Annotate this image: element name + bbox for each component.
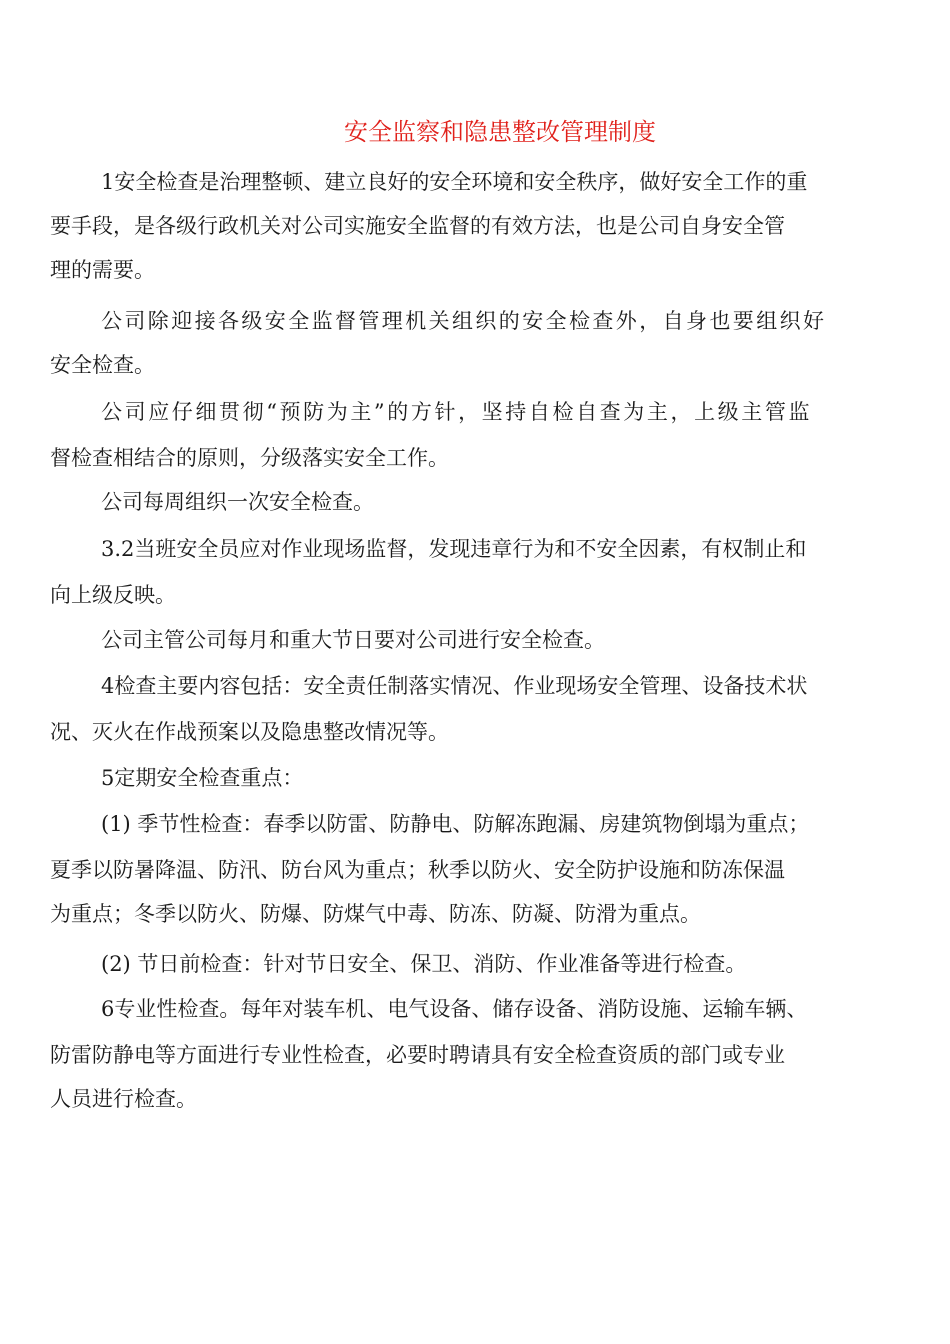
- paragraph-line: 公司每周组织一次安全检查。: [101, 490, 374, 514]
- paragraph-10: [101, 942, 746, 986]
- paragraph-7: [101, 664, 807, 708]
- paragraph-line: 向上级反映。: [50, 583, 176, 607]
- paragraph-line: 公司应仔细贯彻“预防为主”的方针，坚持自检自查为主，上级主管监: [101, 400, 813, 424]
- paragraph-line: 5定期安全检查重点：: [101, 766, 304, 790]
- paragraph-line: 夏季以防暑降温、防汛、防台风为重点；秋季以防火、安全防护设施和防冻保温: [50, 858, 785, 882]
- paragraph-2: [101, 299, 826, 343]
- paragraph-line: (2) 节日前检查：针对节日安全、保卫、消防、作业准备等进行检查。: [101, 952, 747, 976]
- paragraph-3-cont: [50, 436, 449, 480]
- paragraph-line: 安全检查。: [50, 353, 155, 377]
- paragraph-4: [101, 480, 374, 524]
- paragraph-line: 公司主管公司每月和重大节日要对公司进行安全检查。: [101, 628, 605, 652]
- paragraph-6: [101, 618, 605, 662]
- paragraph-2-cont: [50, 343, 155, 387]
- paragraph-9: [101, 802, 809, 846]
- paragraph-line: (1) 季节性检查：春季以防雷、防静电、防解冻跑漏、房建筑物倒塌为重点；: [101, 812, 810, 836]
- paragraph-5-cont: [50, 573, 176, 617]
- paragraph-3: [101, 390, 812, 434]
- paragraph-line: 公司除迎接各级安全监督管理机关组织的安全检查外，自身也要组织好: [101, 309, 827, 333]
- paragraph-line: 况、灭火在作战预案以及隐患整改情况等。: [50, 720, 449, 744]
- paragraph-11: [101, 987, 807, 1031]
- paragraph-7-cont: [50, 710, 449, 754]
- paragraph-9-cont: [50, 848, 785, 936]
- paragraph-line: 防雷防静电等方面进行专业性检查，必要时聘请具有安全检查资质的部门或专业: [50, 1043, 785, 1067]
- paragraph-line: 4检查主要内容包括：安全责任制落实情况、作业现场安全管理、设备技术状: [101, 674, 808, 698]
- paragraph-1: [101, 160, 807, 204]
- paragraph-line: 1安全检查是治理整顿、建立良好的安全环境和安全秩序，做好安全工作的重: [101, 170, 808, 194]
- paragraph-line: 督检查相结合的原则，分级落实安全工作。: [50, 446, 449, 470]
- paragraph-1-cont: [50, 204, 785, 292]
- paragraph-line: 要手段，是各级行政机关对公司实施安全监督的有效方法，也是公司自身安全管: [50, 214, 785, 238]
- paragraph-line: 6专业性检查。每年对装车机、电气设备、储存设备、消防设施、运输车辆、: [101, 997, 808, 1021]
- paragraph-5: [101, 527, 806, 571]
- paragraph-line: 3.2当班安全员应对作业现场监督，发现违章行为和不安全因素，有权制止和: [101, 537, 807, 561]
- paragraph-line: 人员进行检查。: [50, 1087, 197, 1111]
- document-title: 安全监察和隐患整改管理制度: [344, 118, 656, 146]
- paragraph-line: 为重点；冬季以防火、防爆、防煤气中毒、防冻、防凝、防滑为重点。: [50, 902, 701, 926]
- paragraph-11-cont: [50, 1033, 785, 1121]
- paragraph-8: [101, 756, 303, 800]
- paragraph-line: 理的需要。: [50, 258, 155, 282]
